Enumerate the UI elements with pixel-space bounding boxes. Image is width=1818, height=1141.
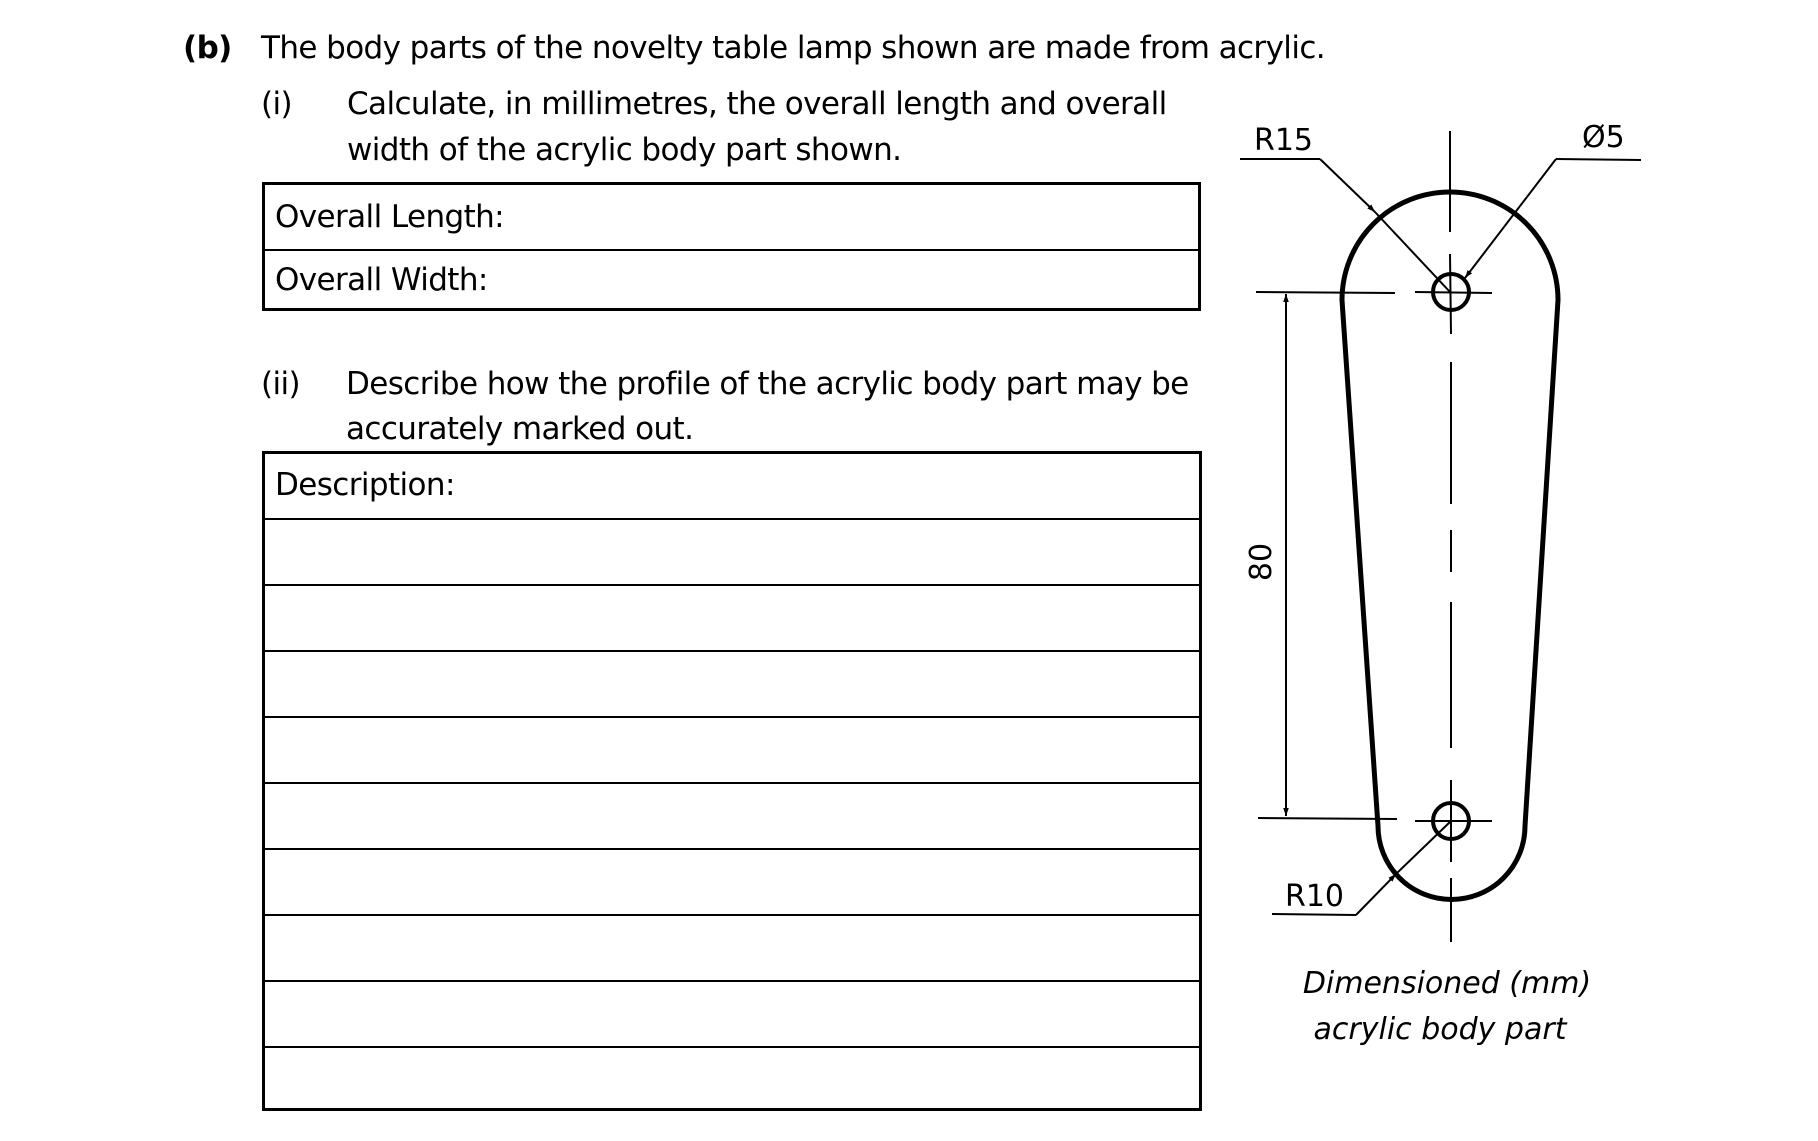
r15-label: R15 bbox=[1254, 123, 1314, 158]
drawing-caption-line1: Dimensioned (mm) bbox=[1302, 966, 1592, 1001]
r10-label: R10 bbox=[1285, 879, 1345, 914]
drawing-caption-line2: acrylic body part bbox=[1313, 1012, 1567, 1047]
overall-width-label: Overall Width: bbox=[275, 262, 488, 298]
overall-length-label: Overall Length: bbox=[275, 199, 505, 235]
subquestion-i-label: (i) bbox=[261, 86, 293, 122]
subquestion-i-text-line1: Calculate, in millimetres, the overall length and overall bbox=[347, 86, 1167, 122]
description-label: Description: bbox=[275, 467, 455, 503]
centre-lines bbox=[1415, 131, 1492, 942]
subquestion-ii-text-line2: accurately marked out. bbox=[346, 411, 694, 447]
question-intro: The body parts of the novelty table lamp shown are made from acrylic. bbox=[261, 30, 1326, 66]
dimension-80-label: 80 bbox=[1244, 542, 1279, 582]
question-part-label: (b) bbox=[183, 30, 232, 66]
subquestion-ii-label: (ii) bbox=[261, 366, 301, 402]
subquestion-i-text-line2: width of the acrylic body part shown. bbox=[347, 132, 902, 168]
diameter-5-label: Ø5 bbox=[1582, 120, 1625, 155]
subquestion-ii-text-line1: Describe how the profile of the acrylic body part may be bbox=[346, 366, 1189, 402]
